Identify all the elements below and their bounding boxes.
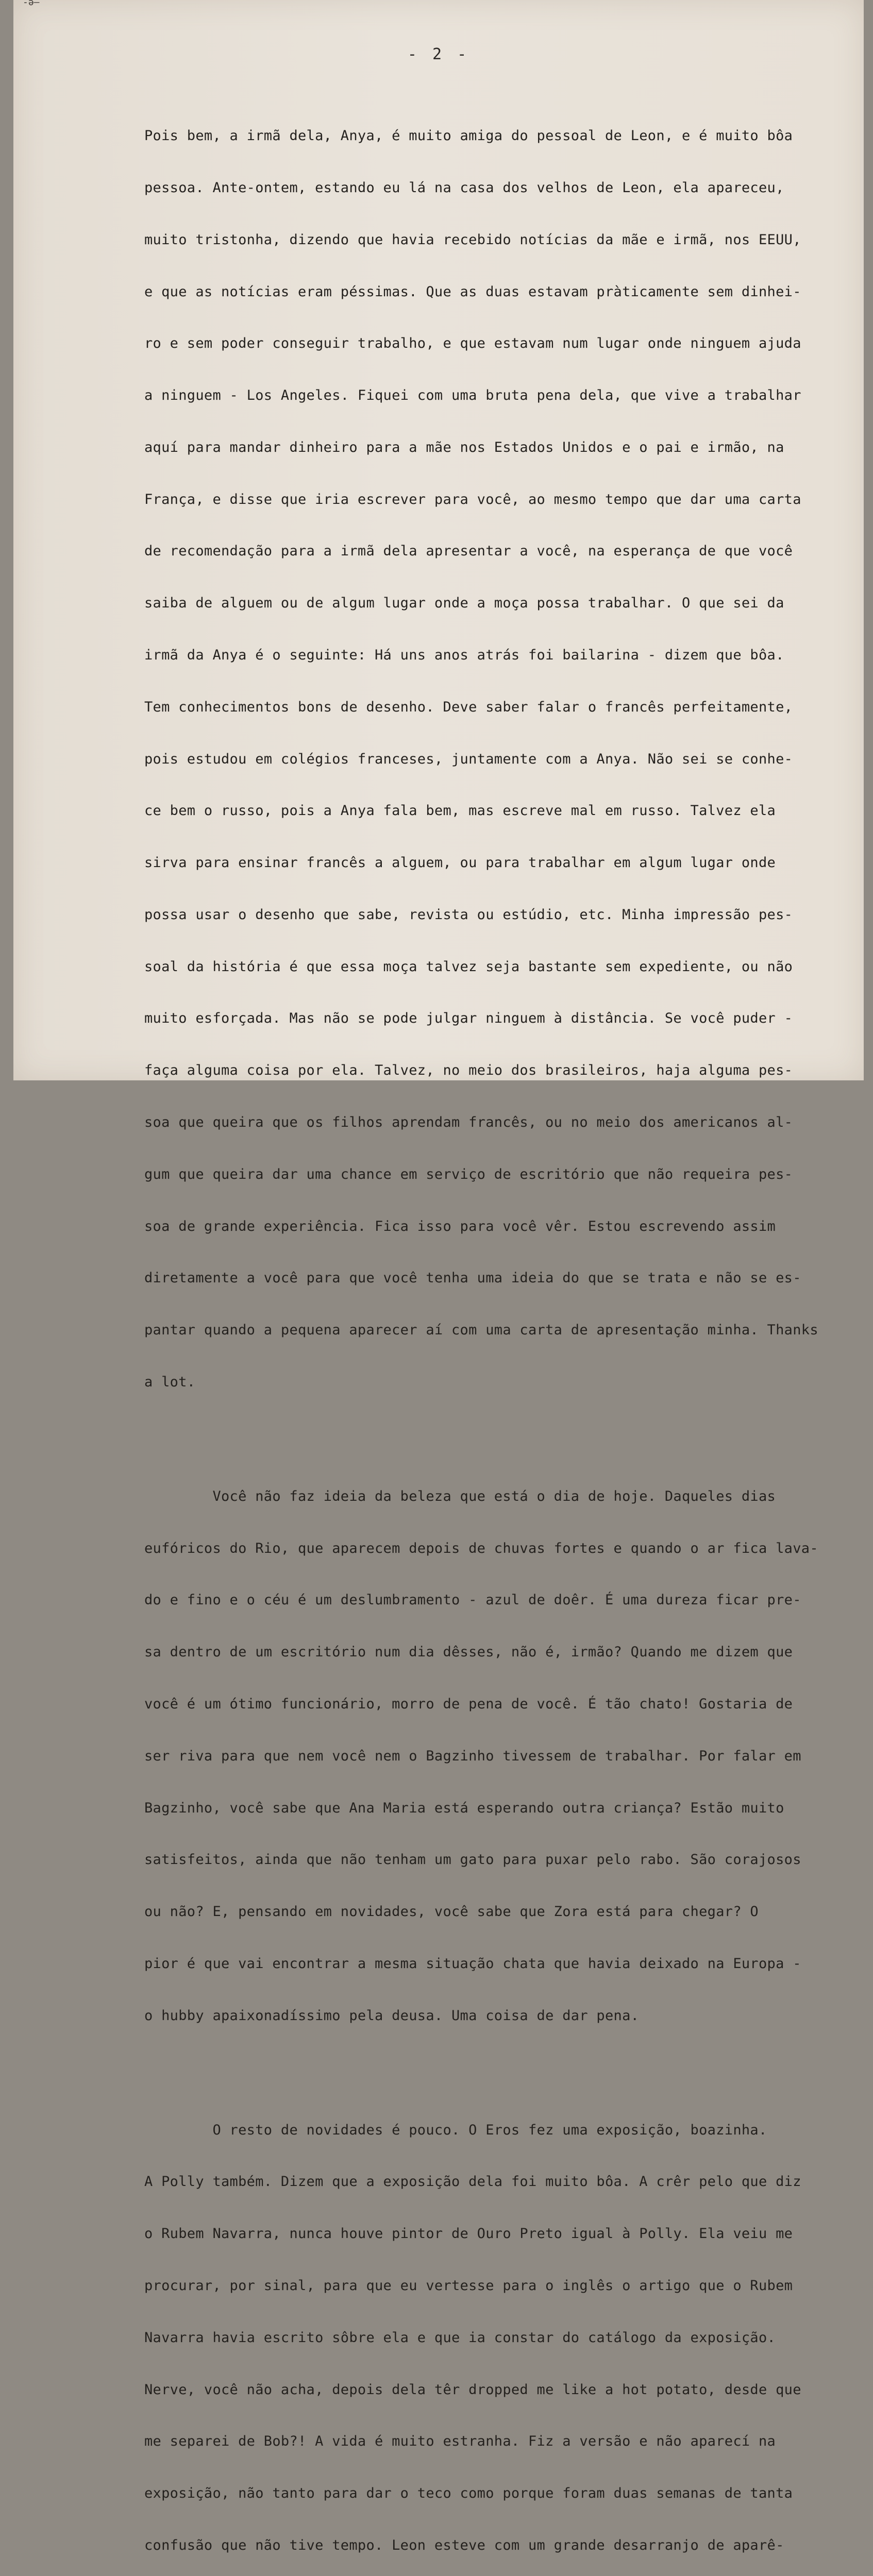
text-line: ou não? E, pensando em novidades, você sabe que Zora está para chegar? O <box>144 1903 835 1921</box>
text-line: do e fino e o céu é um deslumbramento - azul de doêr. É uma dureza ficar pre- <box>144 1591 835 1609</box>
text-line: pior é que vai encontrar a mesma situação chata que havia deixado na Europa - <box>144 1955 835 1973</box>
text-line: exposição, não tanto para dar o teco como porque foram duas semanas de tanta <box>144 2485 835 2502</box>
text-line: pois estudou em colégios franceses, juntamente com a Anya. Não sei se conhe- <box>144 751 835 768</box>
text-line: procurar, por sinal, para que eu vertesse para o inglês o artigo que o Rubem <box>144 2277 835 2295</box>
text-line: Você não faz ideia da beleza que está o dia de hoje. Daqueles dias <box>144 1488 835 1505</box>
text-line: e que as notícias eram péssimas. Que as duas estavam pràticamente sem dinhei- <box>144 283 835 301</box>
text-line: a lot. <box>144 1374 835 1391</box>
text-line: gum que queira dar uma chance em serviço de escritório que não requeira pes- <box>144 1166 835 1183</box>
text-line: Tem conhecimentos bons de desenho. Deve saber falar o francês perfeitamente, <box>144 699 835 716</box>
text-line: sirva para ensinar francês a alguem, ou para trabalhar em algum lugar onde <box>144 854 835 872</box>
text-line: satisfeitos, ainda que não tenham um gato para puxar pelo rabo. São corajosos <box>144 1851 835 1869</box>
text-line: muito esforçada. Mas não se pode julgar ninguem à distância. Se você puder - <box>144 1010 835 1027</box>
text-line: Bagzinho, você sabe que Ana Maria está esperando outra criança? Estão muito <box>144 1800 835 1817</box>
paragraph-2 <box>144 1453 835 2059</box>
text-line: soal da história é que essa moça talvez seja bastante sem expediente, ou não <box>144 958 835 976</box>
text-line: pantar quando a pequena aparecer aí com uma carta de apresentação minha. Thanks <box>144 1321 835 1339</box>
paragraph-1 <box>144 93 835 1426</box>
text-line: faça alguma coisa por ela. Talvez, no meio dos brasileiros, haja alguma pes- <box>144 1062 835 1079</box>
corner-mark: -ə— <box>23 0 59 5</box>
text-line: me separei de Bob?! A vida é muito estranha. Fiz a versão e não aparecí na <box>144 2433 835 2450</box>
text-line: a ninguem - Los Angeles. Fiquei com uma bruta pena dela, que vive a trabalhar <box>144 387 835 404</box>
text-line: França, e disse que iria escrever para você, ao mesmo tempo que dar uma carta <box>144 491 835 509</box>
text-line: Pois bem, a irmã dela, Anya, é muito amiga do pessoal de Leon, e é muito bôa <box>144 127 835 145</box>
letter-page <box>13 0 864 1080</box>
text-line: o Rubem Navarra, nunca houve pintor de Ouro Preto igual à Polly. Ela veiu me <box>144 2225 835 2243</box>
text-line: aquí para mandar dinheiro para a mãe nos Estados Unidos e o pai e irmão, na <box>144 439 835 456</box>
text-line: ce bem o russo, pois a Anya fala bem, mas escreve mal em russo. Talvez ela <box>144 802 835 820</box>
text-line: O resto de novidades é pouco. O Eros fez uma exposição, boazinha. <box>144 2122 835 2139</box>
text-line: de recomendação para a irmã dela apresentar a você, na esperança de que você <box>144 543 835 560</box>
text-line: ro e sem poder conseguir trabalho, e que estavam num lugar onde ninguem ajuda <box>144 335 835 352</box>
text-line: A Polly também. Dizem que a exposição dela foi muito bôa. A crêr pelo que diz <box>144 2173 835 2191</box>
text-line: você é um ótimo funcionário, morro de pena de você. É tão chato! Gostaria de <box>144 1696 835 1713</box>
text-line: soa de grande experiência. Fica isso para você vêr. Estou escrevendo assim <box>144 1218 835 1235</box>
text-line: saiba de alguem ou de algum lugar onde a moça possa trabalhar. O que sei da <box>144 595 835 612</box>
text-line: o hubby apaixonadíssimo pela deusa. Uma coisa de dar pena. <box>144 2007 835 2025</box>
text-line: diretamente a você para que você tenha uma ideia do que se trata e não se es- <box>144 1269 835 1287</box>
text-line: irmã da Anya é o seguinte: Há uns anos atrás foi bailarina - dizem que bôa. <box>144 647 835 664</box>
text-line: eufóricos do Rio, que aparecem depois de chuvas fortes e quando o ar fica lava- <box>144 1540 835 1557</box>
text-line: possa usar o desenho que sabe, revista ou estúdio, etc. Minha impressão pes- <box>144 906 835 924</box>
text-line: sa dentro de um escritório num dia dêsses, não é, irmão? Quando me dizem que <box>144 1643 835 1661</box>
text-line: ser riva para que nem você nem o Bagzinho tivessem de trabalhar. Por falar em <box>144 1748 835 1765</box>
text-line: confusão que não tive tempo. Leon esteve com um grande desarranjo de aparê- <box>144 2537 835 2554</box>
text-line: muito tristonha, dizendo que havia recebido notícias da mãe e irmã, nos EEUU, <box>144 231 835 249</box>
paragraph-3 <box>144 2087 835 2576</box>
letter-body <box>144 93 835 2576</box>
text-line: Navarra havia escrito sôbre ela e que ia constar do catálogo da exposição. <box>144 2329 835 2347</box>
text-line: pessoa. Ante-ontem, estando eu lá na casa dos velhos de Leon, ela apareceu, <box>144 179 835 197</box>
text-line: Nerve, você não acha, depois dela têr dropped me like a hot potato, desde que <box>144 2381 835 2399</box>
page-number: - 2 - <box>13 45 864 63</box>
text-line: soa que queira que os filhos aprendam francês, ou no meio dos americanos al- <box>144 1114 835 1131</box>
